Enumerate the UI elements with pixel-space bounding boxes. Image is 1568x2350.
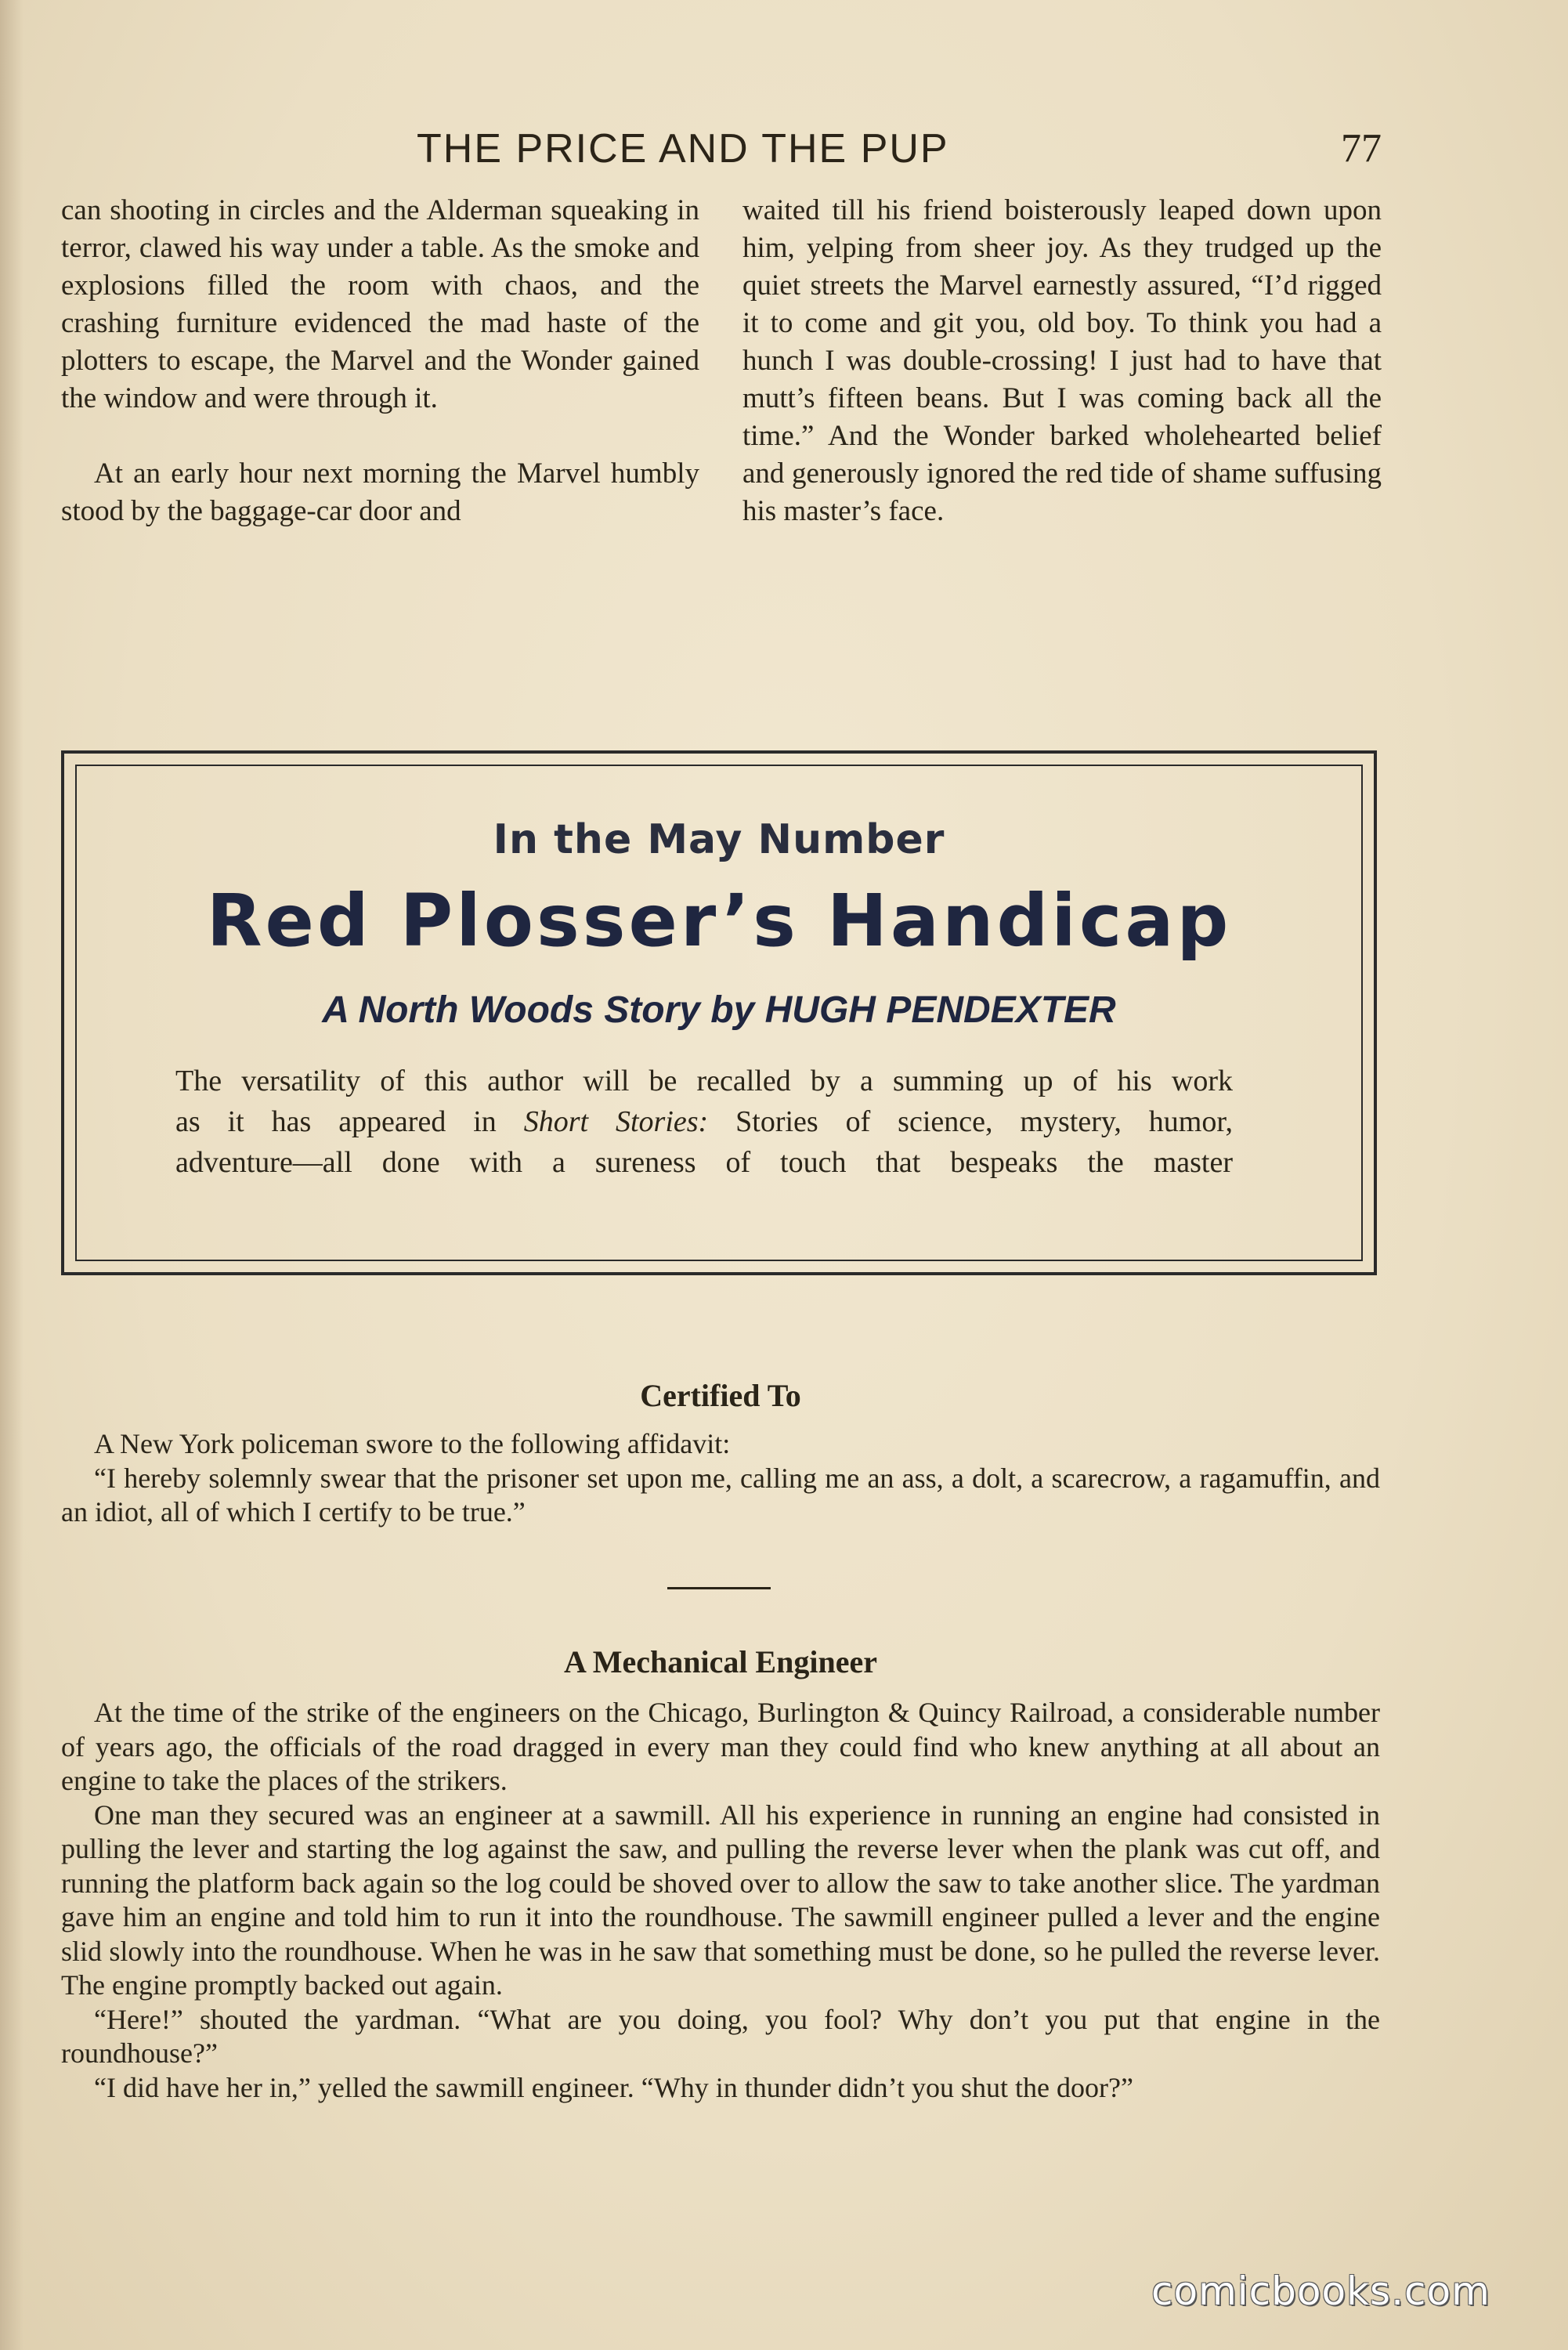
announcement-line [175, 1061, 1233, 1101]
story-paragraph: can shooting in circles and the Alderman squeaking in terror, clawed his way under a table. As the smoke and explosions filled the room with chaos, and the crashing furniture evidenced the mad haste of the plotters to escape, the Marvel and the Wonder gained the window and were through it. [61, 194, 699, 414]
announcement-text: as it has appeared in [175, 1105, 524, 1138]
item-paragraph: One man they secured was an engineer at a sawmill. All his experience in running an engine had consisted in pulling the lever and starting the log against the saw, and pulling the reverse lever when the plank was cut off, and running the platform back again so the log could be shoved over to allow the saw to take another slice. The yardman gave him an engine and told him to run it into the roundhouse. The sawmill engineer pulled a lever and the engine slid slowly into the roundhouse. When he was in he saw that something must be done, so he pulled the reverse lever. The engine promptly backed out again. [61, 1799, 1380, 2001]
story-paragraph: waited till his friend boisterously leaped down upon him, yelping from sheer joy. As they trudged up the quiet streets the Marvel earnestly assured, “I’d rigged it to come and git you, old boy. To think you had a hunch I was double-crossing! I just had to have that mutt’s fifteen beans. But I was coming back all the time.” And the Wonder barked wholehearted belief and generously ignored the red tide of shame suffusing his master’s face. [742, 194, 1382, 527]
story-right-column [742, 192, 1382, 530]
announcement-line [175, 1101, 1233, 1142]
item-paragraph: “I did have her in,” yelled the sawmill engineer. “Why in thunder didn’t you shut the door?” [94, 2071, 1133, 2103]
story-paragraph: At an early hour next morning the Marvel humbly stood by the baggage-car door and [61, 457, 699, 527]
announcement-text: The versatility of this author will be recalled by a summing up of his work [175, 1065, 1233, 1097]
running-title: THE PRICE AND THE PUP [417, 126, 949, 172]
announcement-text: Stories of science, mystery, humor, [708, 1105, 1233, 1138]
item-paragraph: At the time of the strike of the engineers on the Chicago, Burlington & Quincy Railroad, a considerable number of years ago, the officials of the road dragged in every man they could find who knew anything at all about an engine to take the places of the strikers. [61, 1697, 1380, 1796]
running-head [0, 125, 1568, 172]
item-paragraph: A New York policeman swore to the following affidavit: [94, 1428, 731, 1459]
announcement-title: Red Plosser’s Handicap [206, 879, 1232, 963]
magazine-title: Short Stories: [523, 1105, 709, 1138]
torn-left-edge [0, 0, 23, 2350]
announcement-line [175, 1142, 1233, 1183]
announcement-body [175, 1061, 1233, 1183]
item-paragraph: “I hereby solemnly swear that the prisoner set upon me, calling me an ass, a dolt, a scarecrow, a ragamuffin, and an idiot, all of which I certify to be true.” [61, 1462, 1380, 1528]
item-paragraph: “Here!” shouted the yardman. “What are you doing, you fool? Why don’t you put that engine in the roundhouse?” [61, 2003, 1380, 2069]
certified-to-heading: Certified To [640, 1378, 801, 1413]
certified-to-body [61, 1427, 1380, 1530]
mechanical-engineer-body [61, 1696, 1380, 2105]
announcement-text: adventure—all done with a sureness of touch that bespeaks the master [175, 1146, 1233, 1179]
watermark-logo: comicbooks.com [1151, 2269, 1490, 2314]
announcement-box [61, 750, 1377, 1275]
story-left-column [61, 192, 699, 530]
page-number: 77 [1341, 126, 1382, 171]
section-divider [667, 1587, 771, 1589]
announcement-byline: A North Woods Story by HUGH PENDEXTER [322, 989, 1116, 1031]
mechanical-engineer-heading: A Mechanical Engineer [564, 1644, 877, 1679]
announcement-kicker: In the May Number [493, 816, 945, 863]
